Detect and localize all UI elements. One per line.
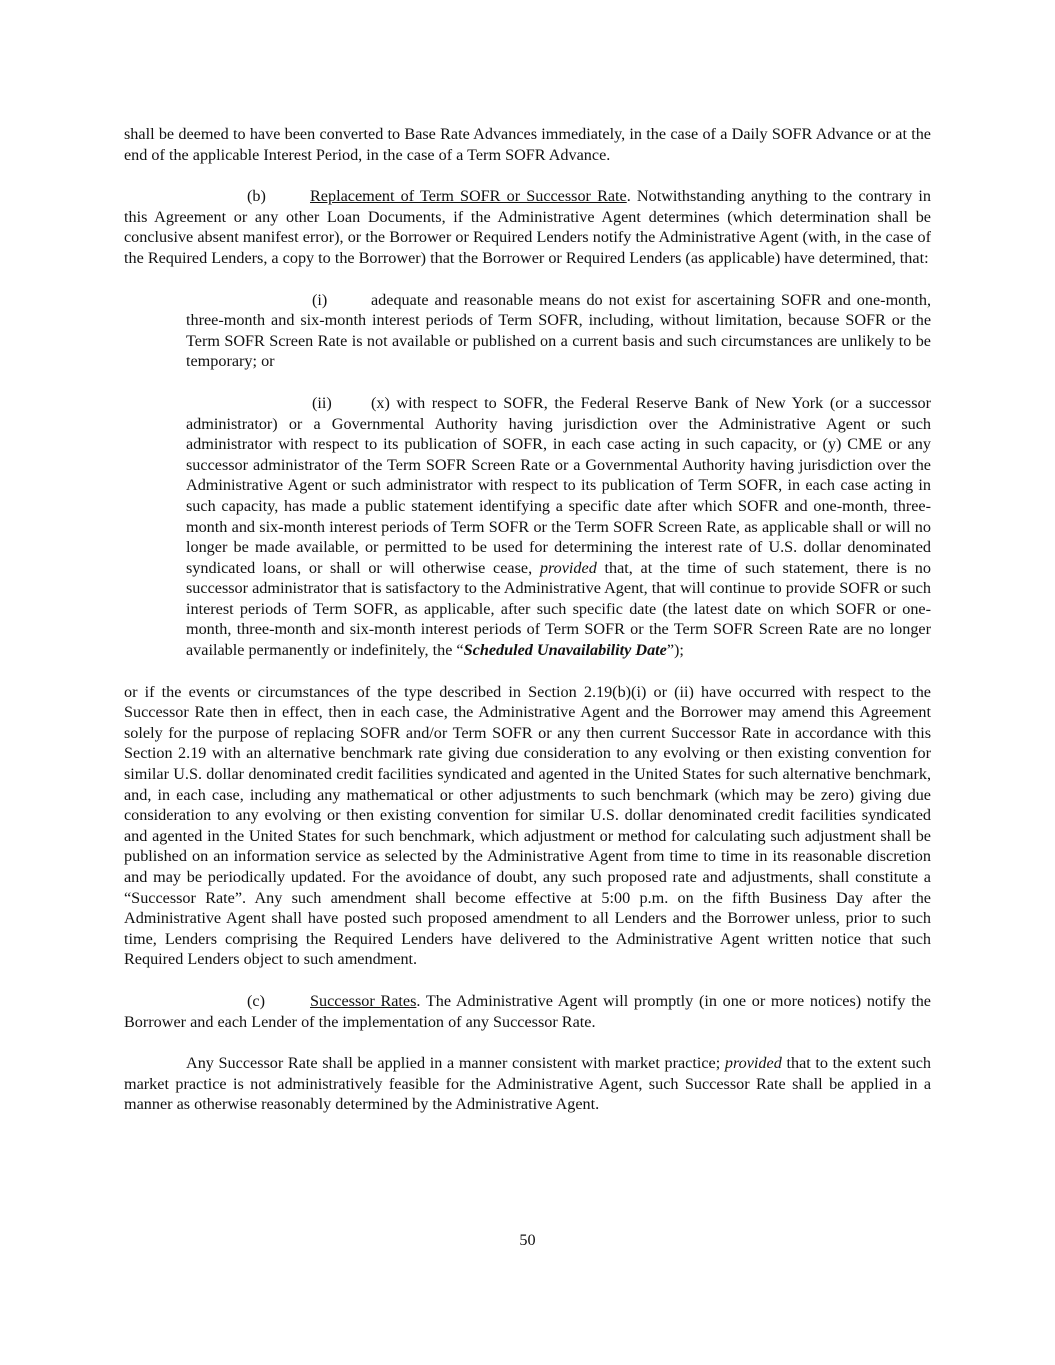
paragraph-any-provided: provided <box>724 1054 782 1073</box>
clause-i-text: adequate and reasonable means do not exist for ascertaining SOFR and one-month, three-month and six-month interest periods of Term SOFR, including, without limitation, because SOFR or the Term SOFR Screen Rate is not available or published on a current basis and such circumstances are unlikely to be temporary; or <box>186 290 931 371</box>
page-number: 50 <box>519 1231 536 1249</box>
section-b <box>124 186 931 268</box>
section-b-number: (b) <box>247 187 266 206</box>
defined-term-scheduled-unavailability-date: Scheduled Unavailability Date <box>463 641 667 660</box>
paragraph-any-part1: Any Successor Rate shall be applied in a manner consistent with market practice; <box>186 1054 725 1073</box>
document-page <box>124 124 931 1136</box>
clause-ii-provided: provided <box>539 558 597 577</box>
clause-ii-text-part2: that, at the time of such statement, there is no successor administrator that is satisfactory to the Administrative Agent, that will continue to provide SOFR or such interest periods of Term SOFR, as applicable, after such specific date (the latest date on which SOFR or one-month, three-month and six-month interest periods of Term SOFR or the Term SOFR Screen Rate are no longer available permanently or indefinitely, the “ <box>186 558 931 660</box>
section-c-text: . The Administrative Agent will promptly (in one or more notices) notify the Borrower and each Lender of the implementation of any Successor Rate. <box>124 991 931 1031</box>
paragraph-any-part2: that to the extent such market practice is not administratively feasible for the Administrative Agent, such Successor Rate shall be applied in a manner as otherwise reasonably determined by the Administrative Agent. <box>124 1054 931 1114</box>
paragraph-successor-rate-application <box>124 1053 931 1115</box>
clause-ii <box>186 393 931 661</box>
paragraph-amendment: or if the events or circumstances of the type described in Section 2.19(b)(i) or (ii) have occurred with respect to the Successor Rate then in effect, then in each case, the Administrative Agent and the Borrower may amend this Agreement solely for the purpose of replacing SOFR and/or Term SOFR or any then current Successor Rate in accordance with this Section 2.19 with an alternative benchmark rate giving due consideration to any evolving or then existing convention for similar U.S. dollar denominated credit facilities syndicated and agented in the United States for such alternative benchmark, and, in each case, including any mathematical or other adjustments to such benchmark (which may be zero) giving due consideration to any evolving or then existing convention for similar U.S. dollar denominated credit facilities syndicated and agented in the United States for such benchmark, which adjustment or method for calculating such adjustment shall be published on an information service as selected by the Administrative Agent from time to time in its reasonable discretion and may be periodically updated. For the avoidance of doubt, any such proposed rate and adjustments, shall constitute a “Successor Rate”. Any such amendment shall become effective at 5:00 p.m. on the fifth Business Day after the Administrative Agent shall have posted such proposed amendment to all Lenders and the Borrower unless, prior to such time, Lenders comprising the Required Lenders have delivered to the Administrative Agent written notice that such Required Lenders object to such amendment. <box>124 682 931 969</box>
clause-ii-text-part3: ”); <box>666 641 684 660</box>
clause-ii-number: (ii) <box>312 393 332 412</box>
section-c <box>124 991 931 1032</box>
section-b-text: . Notwithstanding anything to the contrary in this Agreement or any other Loan Documents, if the Administrative Agent determines (which determination shall be conclusive absent manifest error), or the Borrower or Required Lenders notify the Administrative Agent (with, in the case of the Required Lenders, a copy to the Borrower) that the Borrower or Required Lenders (as applicable) have determined, that: <box>124 187 932 267</box>
section-c-number: (c) <box>247 991 265 1010</box>
clause-ii-text-part1: (x) with respect to SOFR, the Federal Reserve Bank of New York (or a successor administrator) or a Governmental Authority having jurisdiction over the Administrative Agent or such administrator with respect to its publication of SOFR, in each case acting in such capacity, or (y) CME or any successor administrator of the Term SOFR Screen Rate or a Governmental Authority having jurisdiction over the Administrative Agent or such administrator with respect to its publication of Term SOFR, in each case acting in such capacity, has made a public statement identifying a specific date after which SOFR and one-month, three-month and six-month interest periods of Term SOFR or the Term SOFR Screen Rate, as applicable shall or will no longer be made available, or permitted to be used for determining the interest rate of U.S. dollar denominated syndicated loans, or shall or will otherwise cease, <box>186 393 931 577</box>
clause-i-number: (i) <box>312 290 328 309</box>
section-c-heading: Successor Rates <box>310 991 417 1010</box>
section-b-heading: Replacement of Term SOFR or Successor Rate <box>310 187 627 206</box>
clause-i <box>186 290 931 372</box>
paragraph-continuation: shall be deemed to have been converted to Base Rate Advances immediately, in the case of a Daily SOFR Advance or at the end of the applicable Interest Period, in the case of a Term SOFR Advance. <box>124 125 931 164</box>
